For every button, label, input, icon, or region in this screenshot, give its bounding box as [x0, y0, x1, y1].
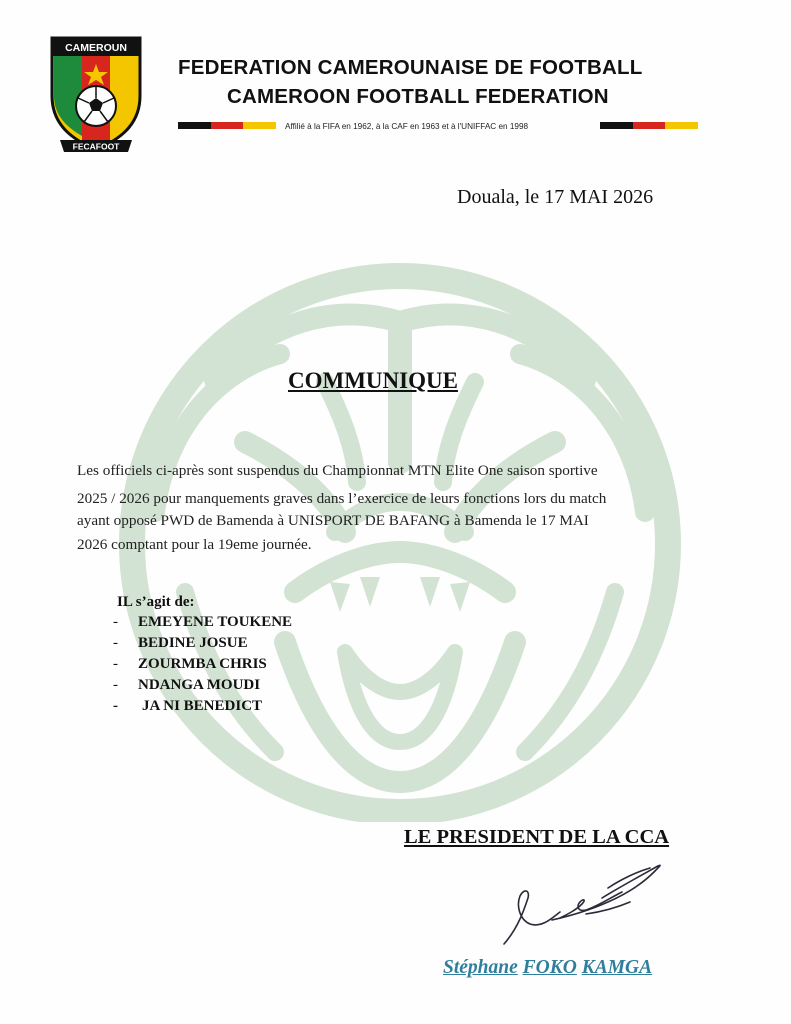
- signer-first-name: Stéphane: [443, 957, 518, 978]
- federation-title-fr: FEDERATION CAMEROUNAISE DE FOOTBALL: [178, 56, 643, 79]
- flag-bar-left: [178, 122, 276, 129]
- communique-page: CAMEROUN FECAFOOT FEDERATION CAMEROUNAISE DE FOOTBALL CAMEROON FOOTBALL FEDERATION Affilié à la FIFA en 1962, à la CAF en 1963 et à l'UNIFFAC en 1998 Douala, le 17 MAI 2026 COMMUNIQUE Les officiels ci-après sont suspendus du Championnat MTN Elite One saison sportive 2025 / 2026 pour manquements graves dans l’exercice de leurs fonctions lors du match ayant opposé PWD de Bamenda à UNISPORT DE BAFANG à Bamenda le 17 MAI 2026 comptant pour la 19eme journée. IL s’agit de: - EMEYENE TOUKENE - BEDINE JOSUE - ZOURMBA CHRIS - NDANGA MOUDI - JA NI BENEDICT LE PRESIDENT DE LA CCA Stéphane FOKO KAMGA: [0, 0, 791, 1024]
- list-intro: IL s’agit de:: [117, 594, 195, 610]
- signer-last-name: FOKO: [522, 957, 577, 978]
- body-line: 2025 / 2026 pour manquements graves dans l’exercice de leurs fonctions lors du match: [77, 490, 607, 507]
- document-date: Douala, le 17 MAI 2026: [457, 186, 654, 208]
- signer-name: [443, 957, 652, 979]
- svg-text:FECAFOOT: FECAFOOT: [72, 141, 120, 152]
- official-name: NDANGA MOUDI: [138, 677, 261, 693]
- signer-last-name: KAMGA: [581, 957, 653, 978]
- official-name: EMEYENE TOUKENE: [138, 614, 293, 630]
- body-line: ayant opposé PWD de Bamenda à UNISPORT DE BAFANG à Bamenda le 17 MAI: [77, 512, 589, 529]
- svg-text:CAMEROUN: CAMEROUN: [65, 42, 127, 54]
- fecafoot-crest-icon: [46, 34, 146, 154]
- federation-title-en: CAMEROON FOOTBALL FEDERATION: [227, 85, 609, 108]
- official-name: BEDINE JOSUE: [138, 635, 248, 651]
- body-line: Les officiels ci-après sont suspendus du Championnat MTN Elite One saison sportive: [77, 462, 598, 479]
- document-title: COMMUNIQUE: [288, 368, 458, 393]
- handwritten-signature: [490, 858, 670, 950]
- signatory-title: LE PRESIDENT DE LA CCA: [404, 826, 670, 848]
- body-line: 2026 comptant pour la 19eme journée.: [77, 536, 312, 553]
- official-name: JA NI BENEDICT: [142, 698, 263, 714]
- official-name: ZOURMBA CHRIS: [138, 656, 267, 672]
- flag-bar-right: [600, 122, 698, 129]
- affiliation-line: Affilié à la FIFA en 1962, à la CAF en 1963 et à l'UNIFFAC en 1998: [285, 122, 529, 131]
